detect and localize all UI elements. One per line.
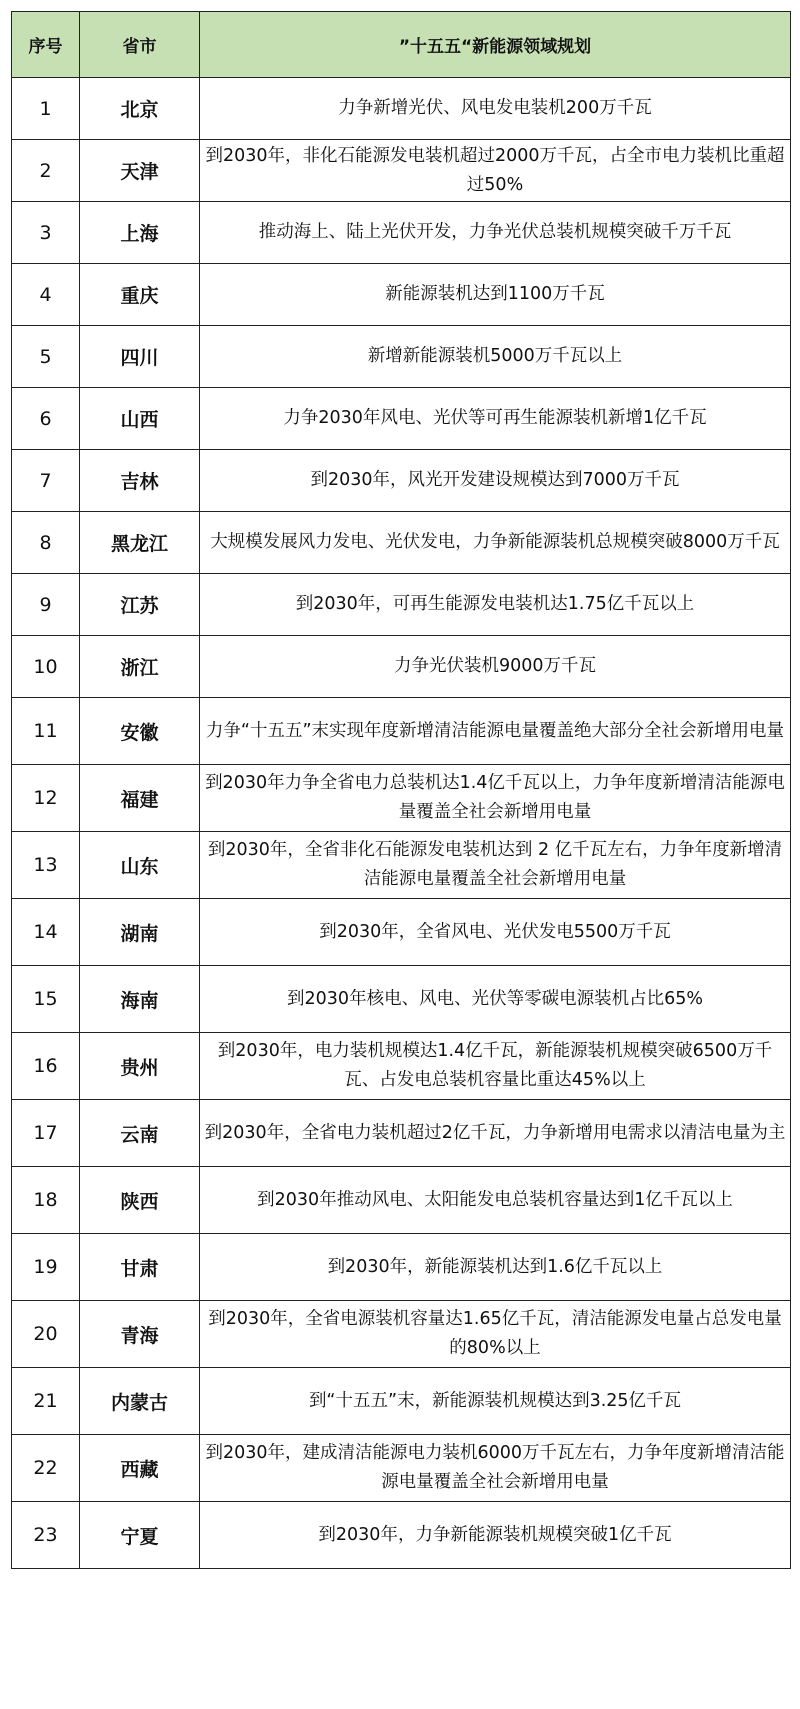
table-row xyxy=(12,326,791,388)
table-row xyxy=(12,264,791,326)
row-plan: 力争新增光伏、风电发电装机200万千瓦 xyxy=(200,78,791,140)
row-province: 贵州 xyxy=(80,1033,200,1100)
table-row xyxy=(12,899,791,966)
row-province: 四川 xyxy=(80,326,200,388)
table-row xyxy=(12,765,791,832)
row-plan: 到2030年力争全省电力总装机达1.4亿千瓦以上，力争年度新增清洁能源电量覆盖全社会新增用电量 xyxy=(200,765,791,832)
table-row xyxy=(12,1234,791,1301)
row-plan: 到2030年，可再生能源发电装机达1.75亿千瓦以上 xyxy=(200,574,791,636)
row-index: 3 xyxy=(12,202,80,264)
row-province: 甘肃 xyxy=(80,1234,200,1301)
row-province: 海南 xyxy=(80,966,200,1033)
table-row xyxy=(12,450,791,512)
row-plan: 力争“十五五”末实现年度新增清洁能源电量覆盖绝大部分全社会新增用电量 xyxy=(200,698,791,765)
row-province: 天津 xyxy=(80,140,200,202)
row-index: 6 xyxy=(12,388,80,450)
row-province: 云南 xyxy=(80,1100,200,1167)
table-row xyxy=(12,574,791,636)
row-plan: 推动海上、陆上光伏开发，力争光伏总装机规模突破千万千瓦 xyxy=(200,202,791,264)
row-plan: 新增新能源装机5000万千瓦以上 xyxy=(200,326,791,388)
row-province: 黑龙江 xyxy=(80,512,200,574)
row-index: 17 xyxy=(12,1100,80,1167)
row-province: 陕西 xyxy=(80,1167,200,1234)
row-province: 湖南 xyxy=(80,899,200,966)
table-row xyxy=(12,78,791,140)
table-row xyxy=(12,1033,791,1100)
table-row xyxy=(12,1368,791,1435)
row-index: 13 xyxy=(12,832,80,899)
row-province: 安徽 xyxy=(80,698,200,765)
row-index: 21 xyxy=(12,1368,80,1435)
row-index: 14 xyxy=(12,899,80,966)
table-row xyxy=(12,1435,791,1502)
header-province: 省市 xyxy=(80,12,200,78)
row-index: 11 xyxy=(12,698,80,765)
row-province: 重庆 xyxy=(80,264,200,326)
row-plan: 到2030年，力争新能源装机规模突破1亿千瓦 xyxy=(200,1502,791,1569)
row-plan: 到2030年核电、风电、光伏等零碳电源装机占比65% xyxy=(200,966,791,1033)
table-row xyxy=(12,140,791,202)
table-row xyxy=(12,1301,791,1368)
row-province: 宁夏 xyxy=(80,1502,200,1569)
row-plan: 到2030年，全省电力装机超过2亿千瓦，力争新增用电需求以清洁电量为主 xyxy=(200,1100,791,1167)
row-plan: 力争2030年风电、光伏等可再生能源装机新增1亿千瓦 xyxy=(200,388,791,450)
table-row xyxy=(12,1502,791,1569)
row-index: 15 xyxy=(12,966,80,1033)
row-province: 内蒙古 xyxy=(80,1368,200,1435)
row-plan: 到2030年，全省非化石能源发电装机达到 2 亿千瓦左右，力争年度新增清洁能源电量覆盖全社会新增用电量 xyxy=(200,832,791,899)
row-index: 10 xyxy=(12,636,80,698)
row-plan: 到2030年，电力装机规模达1.4亿千瓦，新能源装机规模突破6500万千瓦、占发电总装机容量比重达45%以上 xyxy=(200,1033,791,1100)
row-plan: 到2030年，新能源装机达到1.6亿千瓦以上 xyxy=(200,1234,791,1301)
table-row xyxy=(12,698,791,765)
row-plan: 新能源装机达到1100万千瓦 xyxy=(200,264,791,326)
row-index: 7 xyxy=(12,450,80,512)
table-body xyxy=(12,78,791,1569)
row-province: 上海 xyxy=(80,202,200,264)
table-row xyxy=(12,636,791,698)
row-index: 22 xyxy=(12,1435,80,1502)
table-row xyxy=(12,832,791,899)
row-index: 4 xyxy=(12,264,80,326)
row-index: 19 xyxy=(12,1234,80,1301)
row-index: 1 xyxy=(12,78,80,140)
row-index: 16 xyxy=(12,1033,80,1100)
row-province: 山西 xyxy=(80,388,200,450)
header-plan: ”十五五“新能源领域规划 xyxy=(200,12,791,78)
row-index: 9 xyxy=(12,574,80,636)
row-index: 18 xyxy=(12,1167,80,1234)
table-row xyxy=(12,512,791,574)
row-index: 12 xyxy=(12,765,80,832)
row-province: 江苏 xyxy=(80,574,200,636)
row-plan: 到2030年，风光开发建设规模达到7000万千瓦 xyxy=(200,450,791,512)
row-plan: 到“十五五”末，新能源装机规模达到3.25亿千瓦 xyxy=(200,1368,791,1435)
row-index: 23 xyxy=(12,1502,80,1569)
row-index: 20 xyxy=(12,1301,80,1368)
row-province: 北京 xyxy=(80,78,200,140)
row-province: 青海 xyxy=(80,1301,200,1368)
row-plan: 到2030年，全省电源装机容量达1.65亿千瓦，清洁能源发电量占总发电量的80%以上 xyxy=(200,1301,791,1368)
row-plan: 力争光伏装机9000万千瓦 xyxy=(200,636,791,698)
row-plan: 到2030年推动风电、太阳能发电总装机容量达到1亿千瓦以上 xyxy=(200,1167,791,1234)
row-index: 5 xyxy=(12,326,80,388)
table-row xyxy=(12,1167,791,1234)
row-province: 西藏 xyxy=(80,1435,200,1502)
row-plan: 到2030年，建成清洁能源电力装机6000万千瓦左右，力争年度新增清洁能源电量覆盖全社会新增用电量 xyxy=(200,1435,791,1502)
row-index: 2 xyxy=(12,140,80,202)
row-province: 山东 xyxy=(80,832,200,899)
row-index: 8 xyxy=(12,512,80,574)
row-plan: 大规模发展风力发电、光伏发电，力争新能源装机总规模突破8000万千瓦 xyxy=(200,512,791,574)
table-row xyxy=(12,1100,791,1167)
header-index: 序号 xyxy=(12,12,80,78)
row-province: 福建 xyxy=(80,765,200,832)
row-plan: 到2030年，全省风电、光伏发电5500万千瓦 xyxy=(200,899,791,966)
energy-plan-table xyxy=(11,11,791,1569)
table-header-row xyxy=(12,12,791,78)
row-province: 吉林 xyxy=(80,450,200,512)
table-row xyxy=(12,388,791,450)
row-province: 浙江 xyxy=(80,636,200,698)
row-plan: 到2030年，非化石能源发电装机超过2000万千瓦，占全市电力装机比重超过50% xyxy=(200,140,791,202)
table-row xyxy=(12,202,791,264)
table-row xyxy=(12,966,791,1033)
